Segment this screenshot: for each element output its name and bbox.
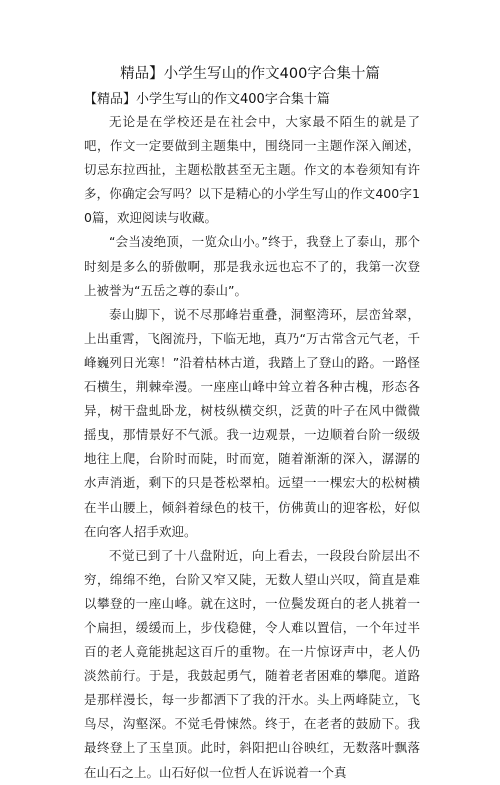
paragraph-mountain-foot: 泰山脚下，说不尽那峰岩重叠，洞壑湾环，层峦耸翠，上出重霄，飞阁流丹，下临无地，真乃“万古常含元气老，千峰巍列日光寒！”沿着枯林古道，我踏上了登山的路。一路怪石横生，荆棘牵漫。一座座山峰中耸立着各种古槐，形态各异，树干盘虬卧龙，树枝纵横交织，泛黄的叶子在风中微微摇曳，那情景好不气派。我一边观景，一边顺着台阶一级级地往上爬，台阶时而陡，时而宽，随着渐渐的深入，潺潺的水声消逝，剩下的只是苍松翠柏。远望一一棵宏大的松树横在半山腰上，倾斜着绿色的枝干，仿佛黄山的迎客松，好似在向客人招手欢迎。: [84, 306, 420, 539]
document-subtitle: 【精品】小学生写山的作文400字合集十篇: [84, 92, 330, 107]
paragraph-eighteen-bends: 不觉已到了十八盘附近，向上看去，一段段台阶层出不穷，绵绵不绝，台阶又窄又陡，无数人望山兴叹，简直是难以攀登的一座山峰。就在这时，一位鬓发斑白的老人挑着一个扁担，缓缓而上，步伐稳健，令人难以置信，一个年过半百的老人竟能挑起这百斤的重物。在一片惊讶声中，老人仍淡然前行。于是，我鼓起勇气，随着老者困难的攀爬。道路是那样漫长，每一步都洒下了我的汗水。头上两峰陡立，飞鸟尽，沟壑深。不觉毛骨悚然。终于，在老者的鼓励下。我最终登上了玉皇顶。此时，斜阳把山谷映红，无数落叶飘落在山石之上。山石好似一位哲人在诉说着一个真: [84, 547, 420, 780]
paragraph-intro: 无论是在学校还是在社会中，大家最不陌生的就是了吧，作文一定要做到主题集中，围绕同一主题作深入阐述，切忌东拉西扯，主题松散甚至无主题。作文的本卷须知有许多，你确定会写吗？以下是精心的小学生写山的作文400字10篇，欢迎阅读与收藏。: [84, 114, 420, 226]
paragraph-quote: “会当凌绝顶，一览众山小。”终于，我登上了泰山，那个时刻是多么的骄傲啊，那是我永远也忘不了的，我第一次登上被誉为“五岳之尊的泰山”。: [84, 234, 420, 298]
document-body: [84, 110, 420, 785]
document-title: 精品】小学生写山的作文400字合集十篇: [120, 66, 380, 82]
